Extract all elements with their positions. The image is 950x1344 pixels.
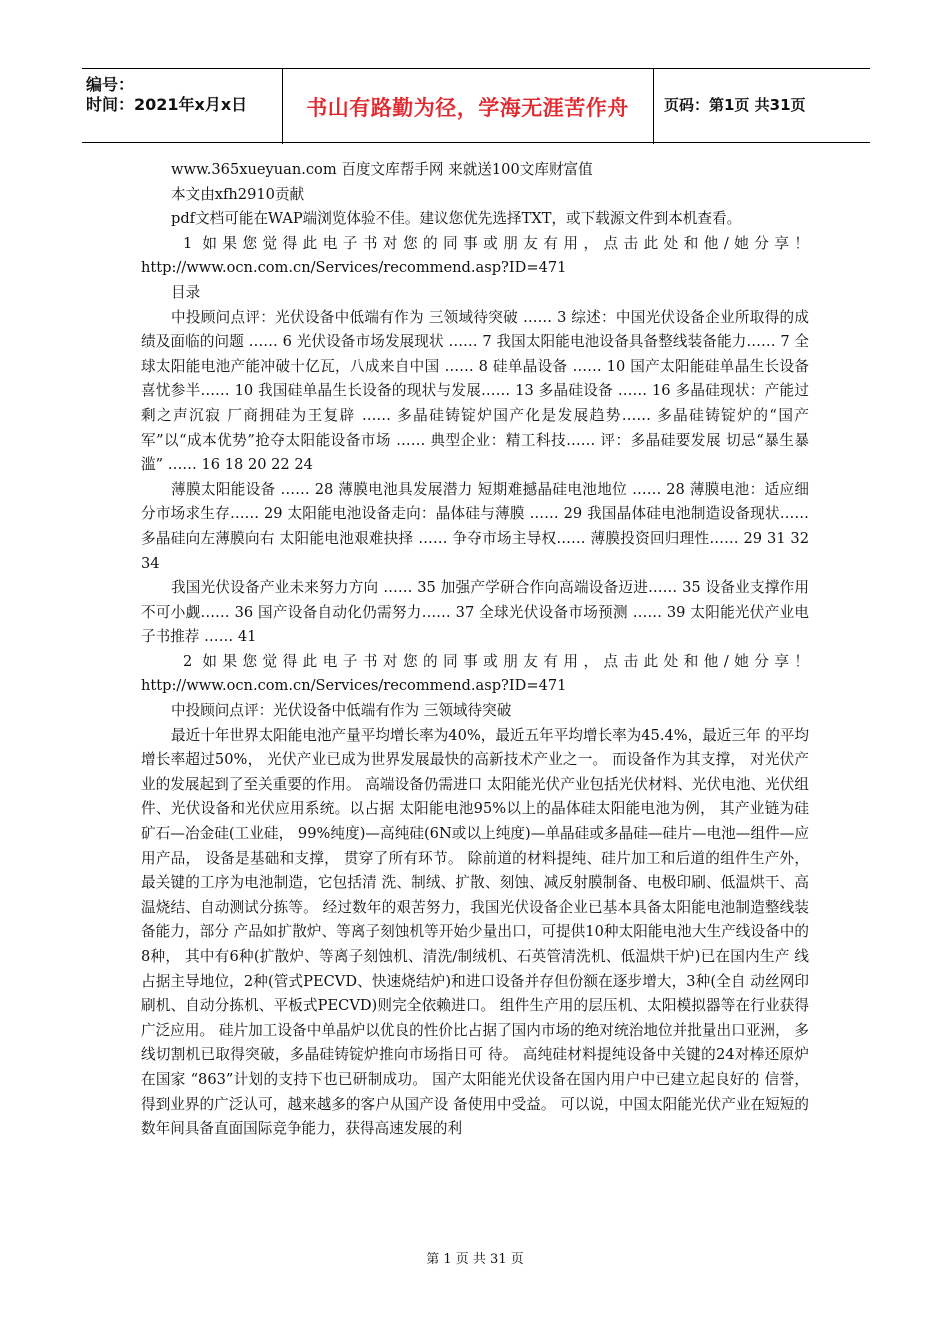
share-link[interactable]: 2 如果您觉得此电子书对您的同事或朋友有用，点击此处和他/她分享！ http://www.ocn.com.cn/Services/recommend.asp?ID=471	[141, 652, 809, 695]
page-header	[82, 68, 870, 144]
header-date: 时间：2021年x月x日	[86, 95, 248, 114]
body-paragraph: 最近十年世界太阳能电池产量平均增长率为40%，最近五年平均增长率为45.4%，最近三年 的平均增长率超过50%， 光伏产业已成为世界发展最快的高新技术产业之一。 而设备作为其支撑， 对光伏产业的发展起到了至关重要的作用。 高端设备仍需进口 太阳能光伏产业包括光伏材料、光伏电池、光伏组件、光伏设备和光伏应用系统。以占据 太阳能电池95%以上的晶体硅太阳能电池为例， 其产业链为硅矿石—冶金硅(工业硅， 99%纯度)—高纯硅(6N或以上纯度)—单晶硅或多晶硅—硅片—电池—组件—应用产品， 设备是基础和支撑， 贯穿了所有环节。 除前道的材料提纯、硅片加工和后道的组件生产外，最关键的工序为电池制造，它包括清 洗、制绒、扩散、刻蚀、减反射膜制备、电极印刷、低温烘干、高温烧结、自动测试分拣等。 经过数年的艰苦努力，我国光伏设备企业已基本具备太阳能电池制造整线装备能力，部分 产品如扩散炉、等离子刻蚀机等开始少量出口，可提供10种太阳能电池大生产线设备中的8种， 其中有6种(扩散炉、等离子刻蚀机、清洗/制绒机、石英管清洗机、低温烘干炉)已在国内生产 线占据主导地位，2种(管式PECVD、快速烧结炉)和进口设备并存但份额在逐步增大，3种(全自 动丝网印刷机、自动分拣机、平板式PECVD)则完全依赖进口。 组件生产用的层压机、太阳模拟器等在行业获得广泛应用。 硅片加工设备中单晶炉以优良的性价比占据了国内市场的绝对统治地位并批量出口亚洲， 多线切割机已取得突破，多晶硅铸锭炉推向市场指日可 待。 高纯硅材料提纯设备中关键的24对棒还原炉在国家 “863”计划的支持下也已研制成功。 国产太阳能光伏设备在国内用户中已建立起良好的 信誉，得到业界的广泛认可，越来越多的客户从国产设 备使用中受益。 可以说，中国太阳能光伏产业在短短的 数年间具备直面国际竞争能力，获得高速发展的利	[141, 726, 810, 1138]
header-page-info: 页码：第1页 共31页	[664, 96, 806, 114]
toc-paragraph: 我国光伏设备产业未来努力方向 …… 35 加强产学研合作向高端设备迈进…… 35 设备业支撑作用不可小觑…… 36 国产设备自动化仍需努力…… 37 全球光伏设备市场预测 …… 39 太阳能光伏产业电子书推荐 …… 41	[141, 579, 809, 646]
header-top-rule	[82, 68, 870, 69]
document-body	[141, 158, 809, 1142]
contributor-line: 本文由xfh2910贡献	[171, 185, 305, 203]
header-divider	[653, 68, 654, 144]
section-heading: 中投顾问点评：光伏设备中低端有作为 三领域待突破	[171, 702, 512, 720]
toc-paragraph: 薄膜太阳能设备 …… 28 薄膜电池具发展潜力 短期难撼晶硅电池地位 …… 28 薄膜电池：适应细分市场求生存…… 29 太阳能电池设备走向：晶体硅与薄膜 …… 29 我国晶体硅电池制造设备现状…… 多晶硅向左薄膜向右 太阳能电池艰难抉择 …… 争夺市场主导权…… 薄膜投资回归理性…… 29 31 32 34	[141, 480, 809, 572]
pdf-notice: pdf文档可能在WAP端浏览体验不佳。建议您优先选择TXT，或下载源文件到本机查看。	[171, 210, 742, 228]
header-bottom-rule	[82, 142, 870, 143]
page-footer: 第 1 页 共 31 页	[426, 1252, 524, 1267]
site-line: www.365xueyuan.com 百度文库帮手网 来就送100文库财富值	[171, 161, 593, 178]
share-link[interactable]: 1 如果您觉得此电子书对您的同事或朋友有用，点击此处和他/她分享！ http://www.ocn.com.cn/Services/recommend.asp?ID=471	[141, 234, 809, 277]
toc-heading: 目录	[171, 283, 201, 301]
header-number-label: 编号：	[86, 75, 135, 94]
toc-paragraph: 中投顾问点评：光伏设备中低端有作为 三领域待突破 …… 3 综述：中国光伏设备企业所取得的成绩及面临的问题 …… 6 光伏设备市场发展现状 …… 7 我国太阳能电池设备具备整线装备能力…… 7 全球太阳能电池产能冲破十亿瓦，八成来自中国 …… 8 硅单晶设备 …… 10 国产太阳能硅单晶生长设备喜忧参半…… 10 我国硅单晶生长设备的现状与发展…… 13 多晶硅设备 …… 16 多晶硅现状：产能过剩之声沉寂 厂商拥硅为王复辟 …… 多晶硅铸锭炉国产化是发展趋势…… 多晶硅铸锭炉的“国产军”以“成本优势”抢夺太阳能设备市场 …… 典型企业：精工科技…… 评：多晶硅要发展 切忌“暴生暴滥” …… 16 18 20 22 24	[141, 308, 809, 474]
header-motto: 书山有路勤为径，学海无涯苦作舟	[306, 96, 629, 120]
